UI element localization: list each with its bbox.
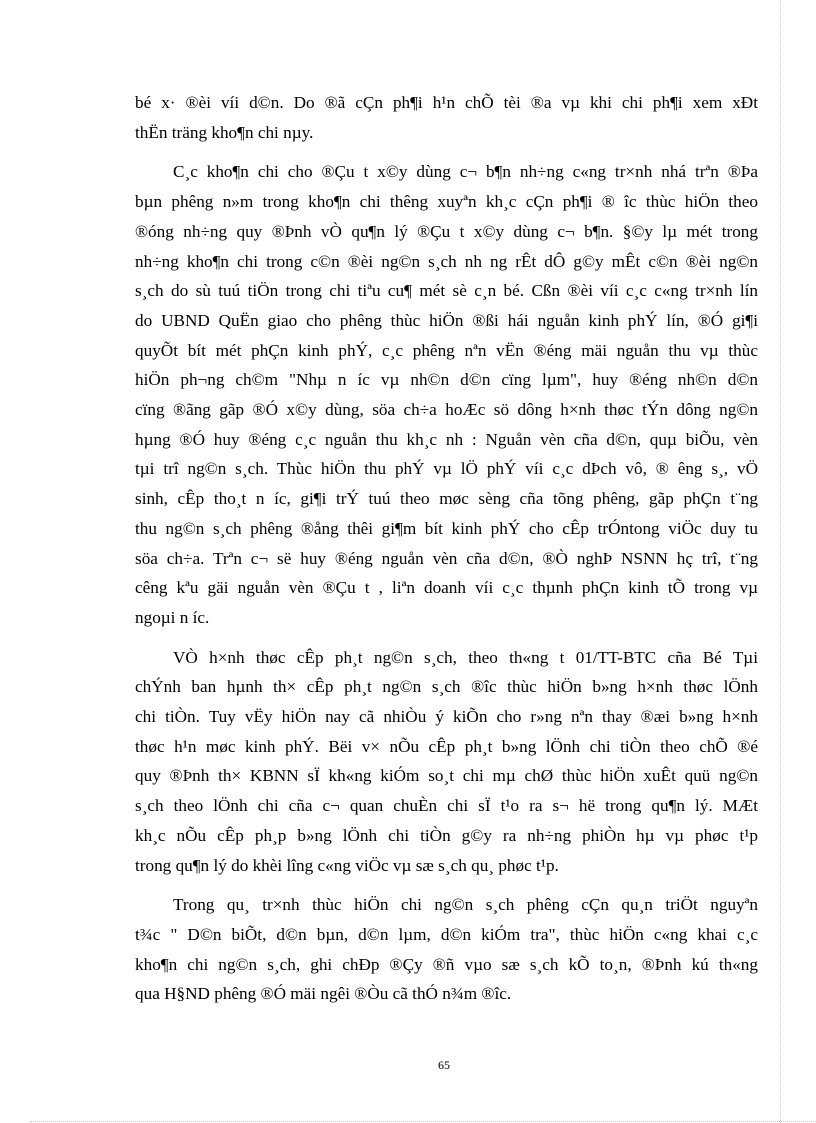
text-line: s¸ch do sù tuú tiÖn trong chi tiªu cu¶ mét sè c¸n bé. Cßn ®èi víi c¸c c«ng tr×nh lín [135, 281, 758, 301]
text-line: thu ng©n s¸ch phêng ®ång thêi gi¶m bít kinh phÝ cho cÊp trÓntong viÖc duy tu [135, 518, 758, 538]
text-line: hµng ®Ó huy ®éng c¸c nguån thu kh¸c nh : Nguån vèn cña d©n, quµ biÕu, vèn [135, 429, 758, 449]
text-line: bé x· ®èi víi d©n. Do ®ã cÇn ph¶i h¹n chÕ tèi ®a vµ khi chi ph¶i xem xÐt [135, 93, 758, 112]
text-line: thËn träng kho¶n chi nµy. [135, 122, 314, 142]
text-line: VÒ h×nh thøc cÊp ph¸t ng©n s¸ch, theo th«ng t 01/TT-BTC cña Bé Tµi [173, 647, 758, 667]
text-line: Trong qu¸ tr×nh thùc hiÖn chi ng©n s¸ch phêng cÇn qu¸n triÖt nguyªn [173, 895, 758, 915]
text-line: chi tiÒn. Tuy vËy hiÖn nay cã nhiÒu ý kiÕn cho r»ng nªn thay ®æi b»ng h×nh [135, 707, 758, 727]
text-line: quy ®Þnh th× KBNN sÏ kh«ng kiÓm so¸t chi mµ chØ thùc hiÖn xuÊt quü ng©n [135, 766, 758, 786]
text-line: s¸ch theo lÖnh chi cña c¬ quan chuÈn chi sÏ t¹o ra s¬ hë trong qu¶n lý. MÆt [135, 796, 758, 816]
text-line: cïng ®ãng gãp ®Ó x©y dùng, söa ch÷a hoÆc sö dông h×nh thøc tÝn dông ng©n [135, 400, 758, 420]
text-line: C¸c kho¶n chi cho ®Çu t x©y dùng c¬ b¶n nh÷ng c«ng tr×nh nhá trªn ®Þa [173, 162, 758, 182]
text-line: bµn phêng n»m trong kho¶n chi thêng xuyªn kh¸c cÇn ph¶i ® îc thùc hiÖn theo [135, 192, 758, 212]
text-line: ®óng nh÷ng quy ®Þnh vÒ qu¶n lý ®Çu t x©y dùng c¬ b¶n. §©y lµ mét trong [135, 221, 758, 241]
text-line: kh¸c nÕu cÊp ph¸p b»ng lÖnh chi tiÒn g©y ra nh÷ng phiÒn hµ vµ phøc t¹p [135, 825, 758, 845]
text-line: chÝnh ban hµnh th× cÊp ph¸t ng©n s¸ch ®îc thùc hiÖn b»ng h×nh thøc lÖnh [135, 677, 758, 697]
text-line: hiÖn ph¬ng ch©m "Nhµ n íc vµ nh©n d©n cïng lµm", huy ®éng nh©n d©n [135, 370, 758, 390]
text-line: qua H§ND phêng ®Ó mäi ngêi ®Òu cã thÓ n¾m ®îc. [135, 984, 512, 1004]
text-line: cêng kªu gäi nguån vèn ®Çu t , liªn doanh víi c¸c thµnh phÇn kinh tÕ trong vµ [135, 578, 758, 598]
text-line: thøc h¹n møc kinh phÝ. Bëi v× nÕu cÊp ph¸t b»ng lÖnh chi tiÒn theo chÕ ®é [135, 736, 758, 756]
paragraph [135, 890, 758, 1009]
text-line: kho¶n chi ng©n s¸ch, ghi chÐp ®Çy ®ñ vµo sæ s¸ch kÕ to¸n, ®Þnh kú th«ng [135, 954, 758, 974]
paragraph [135, 88, 758, 147]
text-line: t¾c " D©n biÕt, d©n bµn, d©n lµm, d©n kiÓm tra", thùc hiÖn c«ng khai c¸c [135, 924, 758, 944]
page-edge-horizontal-rule [30, 1121, 816, 1122]
text-line: ngoµi n íc. [135, 607, 210, 627]
paragraph [135, 643, 758, 881]
text-line: sinh, cÊp tho¸t n íc, gi¶i trÝ tuú theo møc sèng cña tõng phêng, gãp phÇn t¨ng [135, 489, 758, 509]
text-line: do UBND QuËn giao cho phêng thùc hiÖn ®ßi hái nguån kinh phÝ lín, ®Ó gi¶i [135, 310, 758, 330]
text-line: nh÷ng kho¶n chi trong c©n ®èi ng©n s¸ch nh ng rÊt dÔ g©y mÊt c©n ®èi ng©n [135, 251, 758, 271]
text-line: trong qu¶n lý do khèi lîng c«ng viÖc vµ sæ s¸ch qu¸ phøc t¹p. [135, 855, 559, 875]
text-line: tµi trî ng©n s¸ch. Thùc hiÖn thu phÝ vµ lÖ phÝ víi c¸c dÞch vô, ® êng s¸, vÖ [135, 459, 758, 479]
text-line: quyÕt bít mét phÇn kinh phÝ, c¸c phêng nªn vËn ®éng mäi nguån thu vµ thùc [135, 340, 758, 360]
page-number: 65 [438, 1058, 450, 1072]
page-edge-vertical-rule [780, 0, 781, 1123]
text-line: söa ch÷a. Trªn c¬ së huy ®éng nguån vèn cña d©n, ®Ò nghÞ NSNN hç trî, t¨ng [135, 548, 758, 568]
body-text [135, 88, 758, 1019]
paragraph [135, 157, 758, 632]
